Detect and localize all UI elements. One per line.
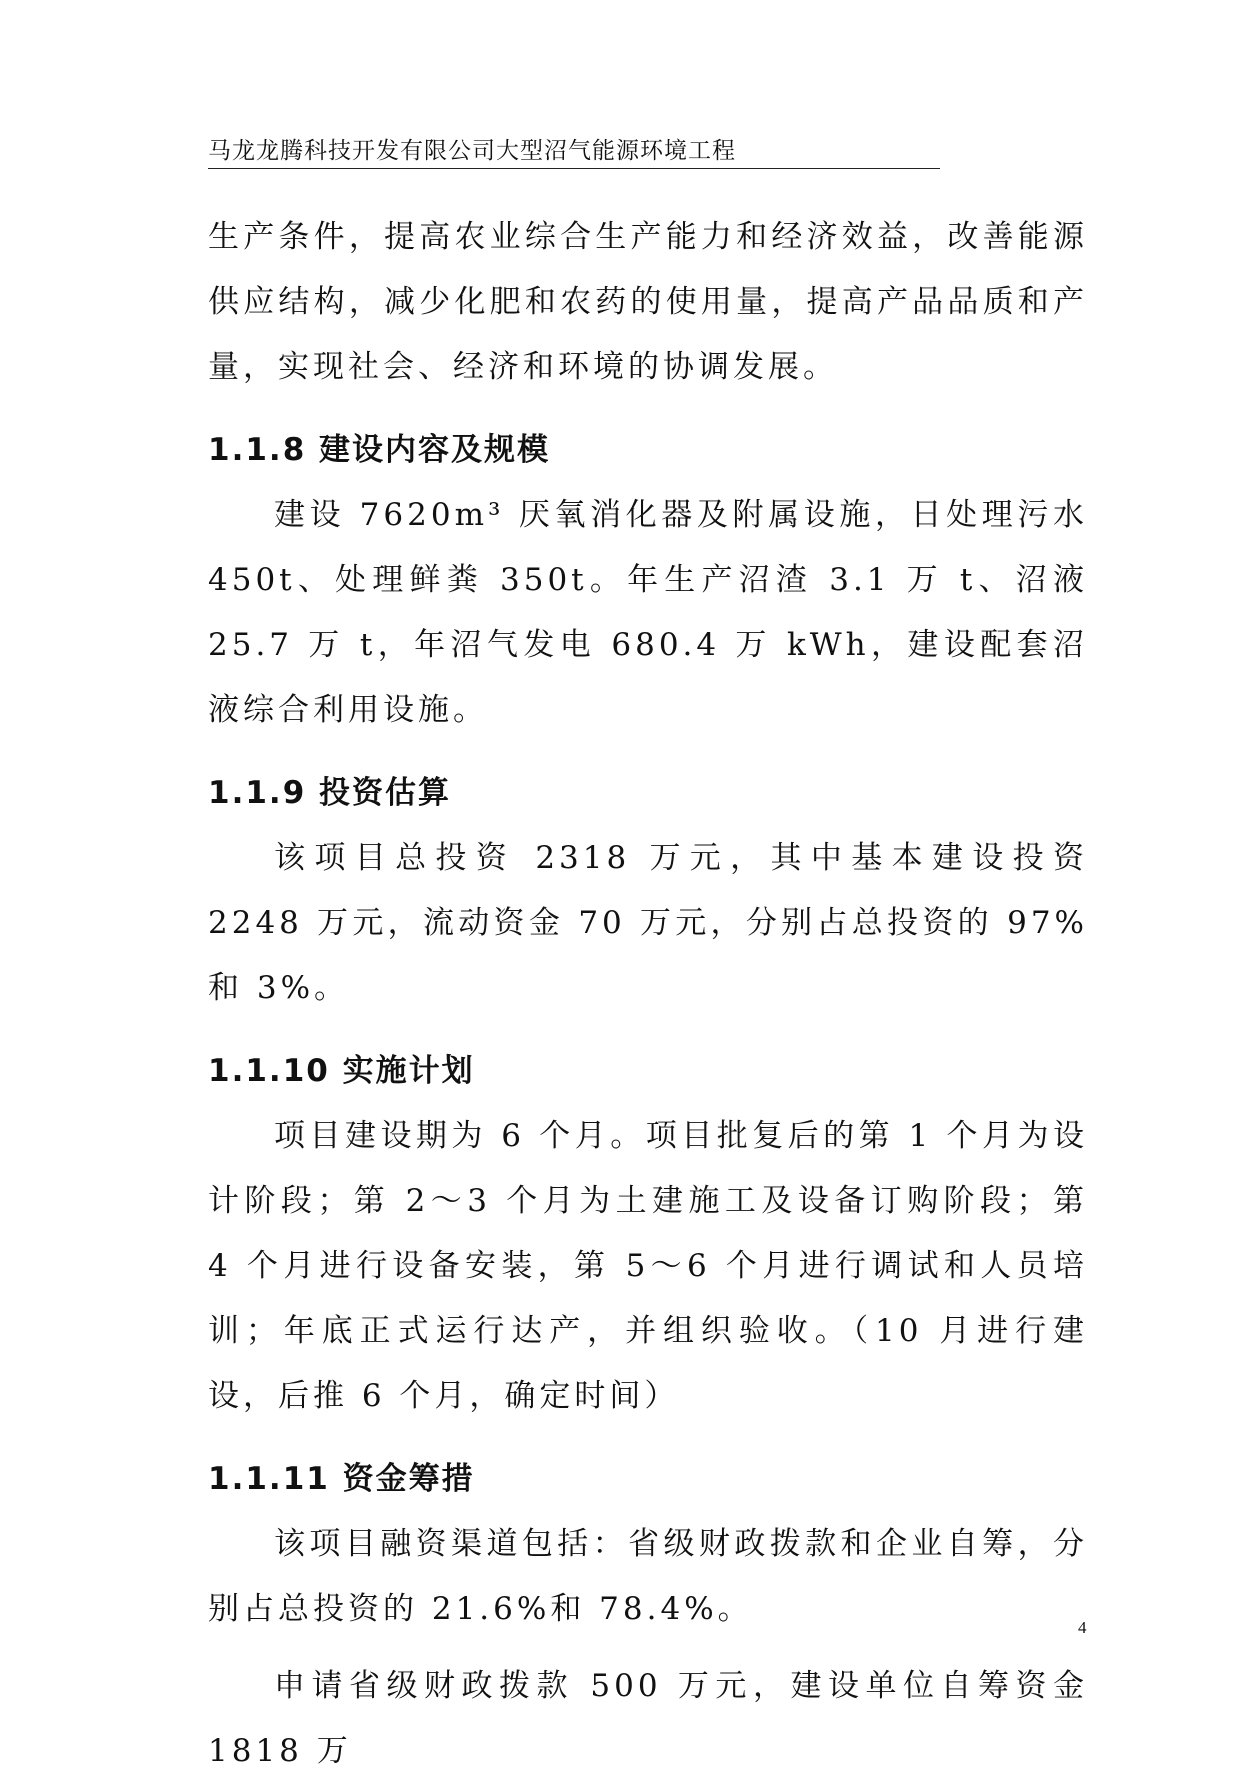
- section-heading-1-1-10: 1.1.10 实施计划: [208, 1053, 475, 1089]
- intro-paragraph: 生产条件，提高农业综合生产能力和经济效益，改善能源供应结构，减少化肥和农药的使用量，提高产品品质和产量，实现社会、经济和环境的协调发展。: [208, 219, 1088, 385]
- section-paragraph-1-1-11-a: 该项目融资渠道包括：省级财政拨款和企业自筹，分别占总投资的 21.6%和 78.4%。: [208, 1526, 1088, 1627]
- section-paragraph-1-1-10: 项目建设期为 6 个月。项目批复后的第 1 个月为设计阶段；第 2～3 个月为土建施工及设备订购阶段；第 4 个月进行设备安装，第 5～6 个月进行调试和人员培训；年底正式运行达产，并组织验收。（10 月进行建设，后推 6 个月，确定时间）: [208, 1118, 1088, 1414]
- running-header: [208, 134, 940, 169]
- header-title: 马龙龙腾科技开发有限公司大型沼气能源环境工程: [208, 138, 736, 164]
- section-paragraph-1-1-9: 该项目总投资 2318 万元，其中基本建设投资 2248 万元，流动资金 70 万元，分别占总投资的 97%和 3%。: [208, 840, 1088, 1006]
- section-heading-1-1-9: 1.1.9 投资估算: [208, 775, 452, 811]
- page-number: 4: [1078, 1618, 1087, 1637]
- section-paragraph-1-1-11-b: 申请省级财政拨款 500 万元，建设单位自筹资金 1818 万: [208, 1668, 1088, 1769]
- section-heading-1-1-8: 1.1.8 建设内容及规模: [208, 432, 551, 468]
- section-paragraph-1-1-8: 建设 7620m³ 厌氧消化器及附属设施，日处理污水 450t、处理鲜粪 350t。年生产沼渣 3.1 万 t、沼液 25.7 万 t，年沼气发电 680.4 万 kWh，建设配套沼液综合利用设施。: [208, 497, 1088, 728]
- document-body: [208, 205, 1088, 1784]
- section-heading-1-1-11: 1.1.11 资金筹措: [208, 1461, 475, 1497]
